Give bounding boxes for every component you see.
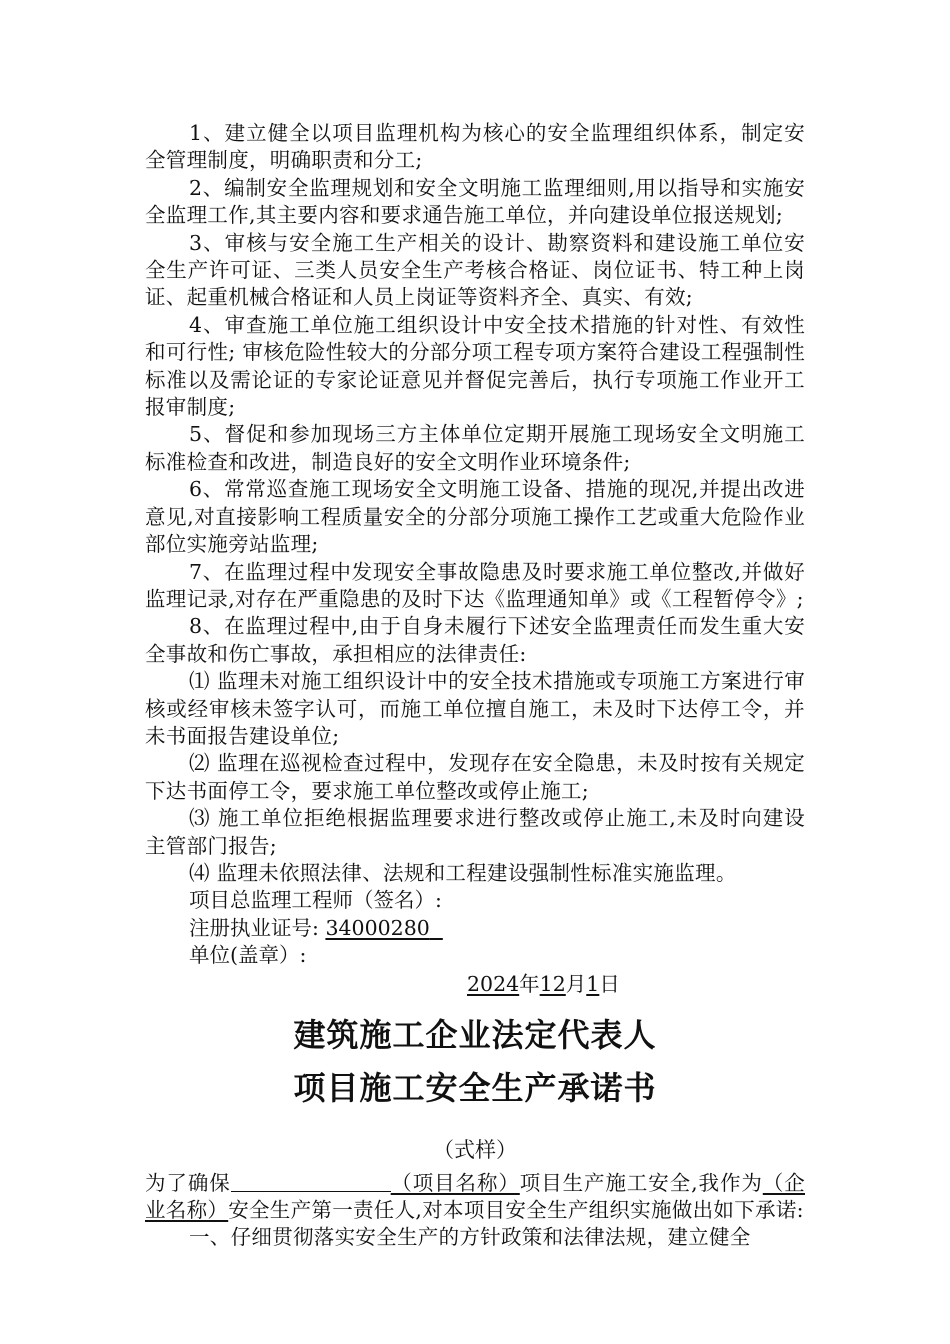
pledge-body xyxy=(145,1170,805,1252)
signing-date xyxy=(145,970,805,998)
document-title-line-2: 项目施工安全生产承诺书 xyxy=(293,1068,657,1107)
duty-item-2: 2、编制安全监理规划和安全文明施工监理细则,用以指导和实施安全监理工作,其主要内容和要求通告施工单位，并向建设单位报送规划; xyxy=(145,175,805,228)
document-page xyxy=(145,120,805,1252)
duty-item-6: 6、常常巡查施工现场安全文明施工设备、措施的现况,并提出改进意见,对直接影响工程质量安全的分部分项施工操作工艺或重大危险作业部位实施旁站监理; xyxy=(145,477,805,557)
project-name-blank xyxy=(231,1171,391,1192)
date-year: 2024 xyxy=(467,971,520,996)
project-name-placeholder: （项目名称） xyxy=(390,1170,520,1195)
pledge-item-1: 一、仔细贯彻落实安全生产的方针政策和法律法规，建立健全 xyxy=(189,1225,751,1250)
date-month-unit: 月 xyxy=(565,971,587,996)
pledge-text-1: 为了确保 xyxy=(145,1170,231,1195)
chief-signature-label: 项目总监理工程师（签名）: xyxy=(189,888,442,913)
registration-number: 34000280 xyxy=(325,915,430,940)
duty-item-4: 4、审查施工单位施工组织设计中安全技术措施的针对性、有效性和可行性; 审核危险性较大的分部分项工程专项方案符合建设工程强制性标准以及需论证的专家论证意见并督促完善后，执行专项施工作业开工报审制度; xyxy=(145,312,805,420)
pledge-text-2: 项目生产施工安全,我作为 xyxy=(519,1170,763,1195)
duty-item-3: 3、审核与安全施工生产相关的设计、勘察资料和建设施工单位安全生产许可证、三类人员安全生产考核合格证、岗位证书、特工种上岗证、起重机械合格证和人员上岗证等资料齐全、真实、有效; xyxy=(145,230,805,310)
pledge-intro xyxy=(145,1170,805,1225)
date-day-unit: 日 xyxy=(599,971,620,996)
unit-seal-label: 单位(盖章）: xyxy=(189,943,307,968)
signature-block xyxy=(145,887,805,997)
liability-item-2: ⑵ 监理在巡视检查过程中，发现存在安全隐患，未及时按有关规定下达书面停工令，要求施工单位整改或停止施工; xyxy=(145,751,805,803)
duty-item-1: 1、建立健全以项目监理机构为核心的安全监理组织体系，制定安全管理制度，明确职责和分工; xyxy=(145,121,805,173)
duty-item-8: 8、在监理过程中,由于自身未履行下述安全监理责任而发生重大安全事故和伤亡事故，承担相应的法律责任: xyxy=(145,614,805,666)
registration-label: 注册执业证号: xyxy=(189,915,326,940)
liability-item-4: ⑷ 监理未依照法律、法规和工程建设强制性标准实施监理。 xyxy=(189,860,737,885)
date-year-unit: 年 xyxy=(519,971,540,996)
registration-line xyxy=(145,915,805,942)
document-subtitle: （式样） xyxy=(433,1137,517,1162)
liability-sub-list xyxy=(145,668,805,887)
liability-item-1: ⑴ 监理未对施工组织设计中的安全技术措施或专项施工方案进行审核或经审核未签字认可，而施工单位擅自施工，未及时下达停工令，并未书面报告建设单位; xyxy=(145,669,805,748)
date-day: 1 xyxy=(586,971,600,996)
date-month: 12 xyxy=(539,971,566,996)
supervision-duty-list xyxy=(145,120,805,668)
company-name-placeholder: （企业名称） xyxy=(145,1170,805,1222)
duty-item-5: 5、督促和参加现场三方主体单位定期开展施工现场安全文明施工标准检查和改进，制造良好的安全文明作业环境条件; xyxy=(145,422,805,474)
liability-item-3: ⑶ 施工单位拒绝根据监理要求进行整改或停止施工,未及时向建设主管部门报告; xyxy=(145,806,805,858)
document-title-line-1: 建筑施工企业法定代表人 xyxy=(293,1015,657,1054)
pledge-text-3: 安全生产第一责任人,对本项目安全生产组织实施做出如下承诺: xyxy=(228,1198,804,1222)
duty-item-7: 7、在监理过程中发现安全事故隐患及时要求施工单位整改,并做好监理记录,对存在严重隐患的及时下达《监理通知单》或《工程暂停令》; xyxy=(145,559,805,611)
